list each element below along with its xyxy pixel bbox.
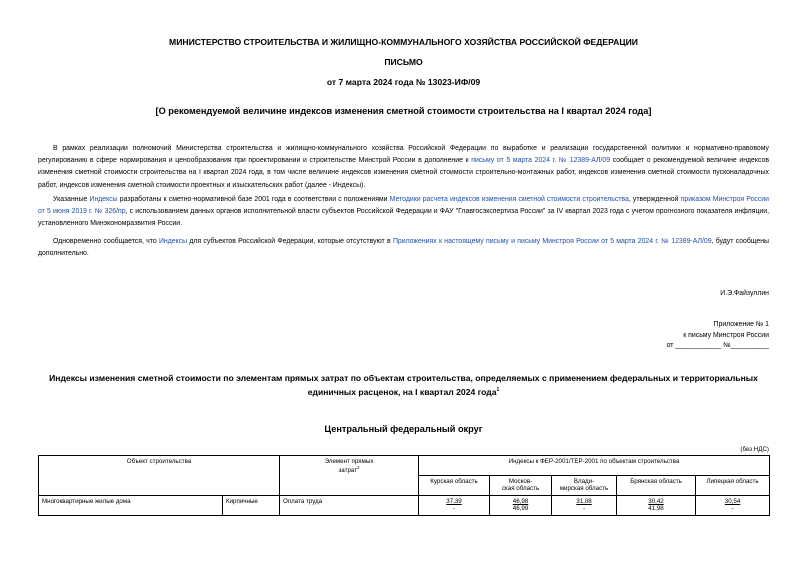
link-methodology[interactable]: Методики расчета индексов изменения сметной стоимости строительства bbox=[389, 196, 629, 203]
value-lipetsk: 30,54 - bbox=[696, 496, 770, 516]
appendix-title bbox=[30, 372, 777, 398]
footnote-mark-2[interactable]: 2 bbox=[357, 465, 360, 470]
paragraph-2 bbox=[38, 194, 769, 231]
value-kursk: 37,39 - bbox=[419, 496, 490, 516]
paragraph-3 bbox=[38, 236, 769, 260]
link-indexes[interactable]: Индексы bbox=[89, 196, 118, 203]
value-bryansk: 30,42 41,98 bbox=[617, 496, 696, 516]
region-lipetsk: Липецкая область bbox=[696, 476, 770, 496]
region-vladimir: Влади- мирская область bbox=[552, 476, 617, 496]
value-moscow: 46,98 46,99 bbox=[490, 496, 552, 516]
row-object: Многоквартирные жилые дома bbox=[39, 496, 223, 516]
paragraph-1-text-b: сообщает о рекомендуемой величине индексов изменения сметной стоимости строительства на I квартал 2024 года, в том числе величине индексов изменения сметной стоимости строительно-монтажных работ, индексов изменения сметной стоимости пусконаладочных работ, индексов изменения сметной стоимости проектных и изыскательских работ (далее - Индексы). bbox=[38, 157, 769, 189]
paragraph-2-text-d: , с использованием данных органов исполнительной власти субъектов Российской Федерации и ФАУ "Главгосэкспертиза России" за IV квартал 2023 года с учетом прогнозного показателя инфляции, установленного Минэкономразвития России. bbox=[38, 208, 769, 228]
region-bryansk: Брянская область bbox=[617, 476, 696, 496]
col-header-object: Объект строительства bbox=[39, 456, 280, 496]
table-row bbox=[39, 496, 770, 516]
link-letter-12389[interactable]: письму от 5 марта 2024 г. № 12389-АЛ/09 bbox=[471, 157, 611, 165]
link-appendices[interactable]: Приложениях к настоящему письму и письму Минстроя России от 5 марта 2024 г. № 12389-АЛ/09 bbox=[392, 238, 712, 245]
signature: И.Э.Файзуллин bbox=[720, 290, 769, 297]
paragraph-1-text-a: В рамках реализации полномочий Министерства строительства и жилищно-коммунального хозяйства Российской Федерации по выработке и реализации государственной политики и нормативно-правовому регулированию в сфере нормирования и ценообразования при проектировании и строительстве Минстрой России в дополнение к bbox=[38, 145, 769, 165]
link-order-326[interactable]: приказом Минстроя России от 5 июня 2019 г. № 326/пр bbox=[38, 196, 769, 216]
table-header-row-1 bbox=[39, 456, 770, 476]
appendix-title-text: Индексы изменения сметной стоимости по элементам прямых затрат по объектам строительства, определяемых с применением федеральных и территориальных единичных расценок, на I квартал 2024 года bbox=[49, 373, 758, 397]
paragraph-1 bbox=[38, 143, 769, 192]
ministry-name: МИНИСТЕРСТВО СТРОИТЕЛЬСТВА И ЖИЛИЩНО-КОММУНАЛЬНОГО ХОЗЯЙСТВА РОССИЙСКОЙ ФЕДЕРАЦИИ bbox=[169, 37, 638, 47]
federal-district: Центральный федеральный округ bbox=[324, 424, 483, 434]
col-header-element-line2: затрат bbox=[338, 467, 358, 475]
appendix-number: Приложение № 1 bbox=[713, 321, 769, 328]
footnote-mark-1[interactable]: 1 bbox=[496, 387, 500, 393]
paragraph-2-text-b: разработаны к сметно-нормативной базе 2001 года в соответствии с положениями bbox=[117, 196, 390, 203]
paragraph-3-text-c: , будут сообщены дополнительно. bbox=[38, 238, 769, 258]
row-element: Оплата труда bbox=[280, 496, 419, 516]
paragraph-3-text-b: для субъектов Российской Федерации, которые отсутствуют в bbox=[187, 238, 393, 245]
appendix-letter-ref: к письму Минстроя России bbox=[683, 332, 769, 339]
paragraph-3-text-a: Одновременно сообщается, что bbox=[53, 238, 159, 245]
col-header-element-line1: Элемент прямых bbox=[324, 458, 374, 465]
vat-note: (без НДС) bbox=[740, 446, 769, 453]
appendix-date-number: от ____________ №__________ bbox=[666, 342, 769, 349]
document-date-number: от 7 марта 2024 года № 13023-ИФ/09 bbox=[326, 77, 481, 87]
paragraph-2-text-c: , утвержденной bbox=[628, 196, 681, 203]
paragraph-2-text-a: Указанные bbox=[53, 196, 90, 203]
link-indexes-2[interactable]: Индексы bbox=[158, 238, 188, 245]
document-subject: [О рекомендуемой величине индексов изменения сметной стоимости строительства на I квартал 2024 года] bbox=[155, 106, 652, 116]
index-table bbox=[38, 455, 770, 516]
col-header-element bbox=[280, 456, 419, 496]
value-vladimir: 31,08 - bbox=[552, 496, 617, 516]
row-subtype: Кирпичные bbox=[223, 496, 280, 516]
region-kursk: Курская область bbox=[419, 476, 490, 496]
document-type: ПИСЬМО bbox=[384, 57, 423, 67]
region-moscow: Москов- ская область bbox=[490, 476, 552, 496]
col-header-indexes: Индексы к ФЕР-2001/ТЕР-2001 по объектам строительства bbox=[419, 456, 770, 476]
